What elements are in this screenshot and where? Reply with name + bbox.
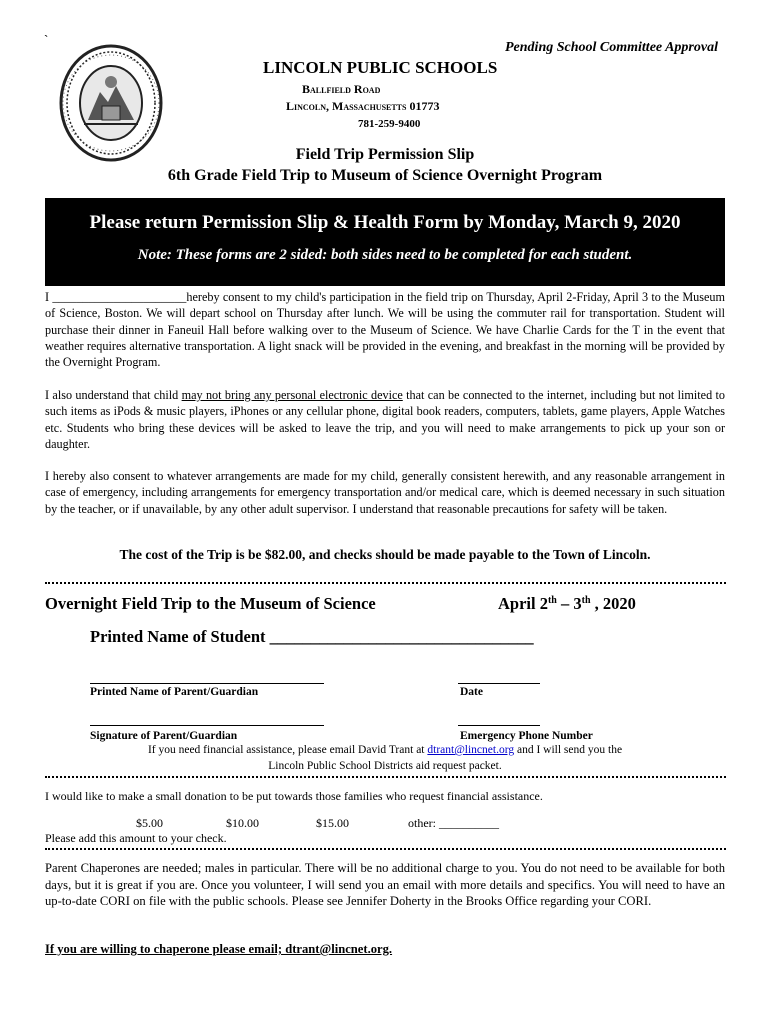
form-title: Overnight Field Trip to the Museum of Science xyxy=(45,594,376,613)
financial-assistance-note-2: Lincoln Public School Districts aid request packet. xyxy=(268,760,502,772)
student-name-field[interactable]: Printed Name of Student ________________________________ xyxy=(90,627,534,646)
separator xyxy=(45,776,726,781)
financial-text-b: and I will send you the xyxy=(514,744,623,756)
electronics-underlined: may not bring any personal electronic device xyxy=(181,388,403,402)
donation-text: I would like to make a small donation to be put towards those families who request financial assistance. xyxy=(45,789,543,803)
separator xyxy=(45,582,726,587)
date-sup-1: th xyxy=(547,595,557,606)
donation-option-10[interactable]: $10.00 xyxy=(226,816,259,830)
banner-heading: Please return Permission Slip & Health Form by Monday, March 9, 2020 xyxy=(89,212,681,233)
financial-text-a: If you need financial assistance, please email David Trant at xyxy=(147,744,428,756)
address-line1: Ballfield Road xyxy=(302,82,381,96)
school-name: LINCOLN PUBLIC SCHOOLS xyxy=(263,58,498,77)
emergency-phone-label: Emergency Phone Number xyxy=(460,730,593,742)
donation-option-15[interactable]: $15.00 xyxy=(316,816,349,830)
donation-option-other[interactable]: other: __________ xyxy=(408,816,499,830)
date-line[interactable] xyxy=(458,683,540,684)
donation-option-5[interactable]: $5.00 xyxy=(136,816,163,830)
electronics-text-b: that can be connected to the internet, including but not limited to such items as iPods & music players, iPhones or any cellular phone, digital book readers, computers, tablets, game players, Apple Watches etc. Students who bring these devices will be asked to leave the trip, and you will need to make arrangements to pick up your son or daughter. xyxy=(45,388,726,451)
approval-status: Pending School Committee Approval xyxy=(505,40,718,55)
emergency-paragraph: I hereby also consent to whatever arrangements are made for my child, generally consistent herewith, and any reasonable arrangement in case of emergency, including arrangements for emergency transportation and/or medical care, which is deemed necessary in such situation by the teacher, or if unavailable, by any other adult supervisor. I understand that reasonable precautions for safety will be taken. xyxy=(45,469,725,516)
deadline-banner xyxy=(45,198,725,286)
date-part-b: – 3 xyxy=(556,594,582,613)
parent-name-line[interactable] xyxy=(90,683,324,684)
financial-email-link[interactable]: dtrant@lincnet.org xyxy=(427,744,515,756)
date-sup-2: th xyxy=(581,595,591,606)
document-subtitle: 6th Grade Field Trip to Museum of Science Overnight Program xyxy=(167,167,603,184)
parent-name-label: Printed Name of Parent/Guardian xyxy=(90,686,259,698)
donation-note: Please add this amount to your check. xyxy=(45,831,227,845)
consent-paragraph: I ______________________hereby consent to my child's participation in the field trip on Thursday, April 2-Friday, April 3 to the Museum of Science, Boston. We will depart school on Thursday after lunch. We will be using the commuter rail for transportation. Student will purchase their dinner in Faneuil Hall before walking over to the Museum of Science. We have Charlie Cards for the T in the event that weather requires alternative transportation. A light snack will be provided in the evening, and breakfast in the morning will be provided by the Overnight Program. xyxy=(45,290,725,370)
banner-note: Note: These forms are 2 sided: both sides need to be completed for each student. xyxy=(137,247,633,263)
stray-mark: ` xyxy=(44,32,49,47)
separator xyxy=(45,848,726,853)
chaperone-paragraph: Parent Chaperones are needed; males in particular. There will be no additional charge to you. You do not need to be available for both days, but it is great if you are. Once you volunteer, I will send you an email with more details and specifics. You will need to have an up-to-date CORI on file with the public schools. Please see Jennifer Doherty in the Brooks Office regarding your CORI. xyxy=(45,861,725,908)
date-label: Date xyxy=(460,686,483,698)
chaperone-cta[interactable]: If you are willing to chaperone please email; dtrant@lincnet.org. xyxy=(45,942,393,956)
signature-label: Signature of Parent/Guardian xyxy=(90,730,238,742)
address-line2: Lincoln, Massachusetts 01773 xyxy=(286,99,440,113)
financial-assistance-note xyxy=(0,744,770,756)
electronics-text-a: I also understand that child xyxy=(45,388,182,402)
trip-dates xyxy=(498,594,636,614)
document-title: Field Trip Permission Slip xyxy=(295,146,475,163)
school-header xyxy=(240,58,540,130)
date-part-a: April 2 xyxy=(498,594,548,613)
electronics-paragraph xyxy=(45,387,725,452)
date-part-c: , 2020 xyxy=(590,594,636,613)
trip-cost: The cost of the Trip is be $82.00, and checks should be made payable to the Town of Lincoln. xyxy=(119,547,651,562)
signature-line[interactable] xyxy=(90,725,324,726)
phone-number: 781-259-9400 xyxy=(358,118,421,130)
emergency-phone-line[interactable] xyxy=(458,725,540,726)
